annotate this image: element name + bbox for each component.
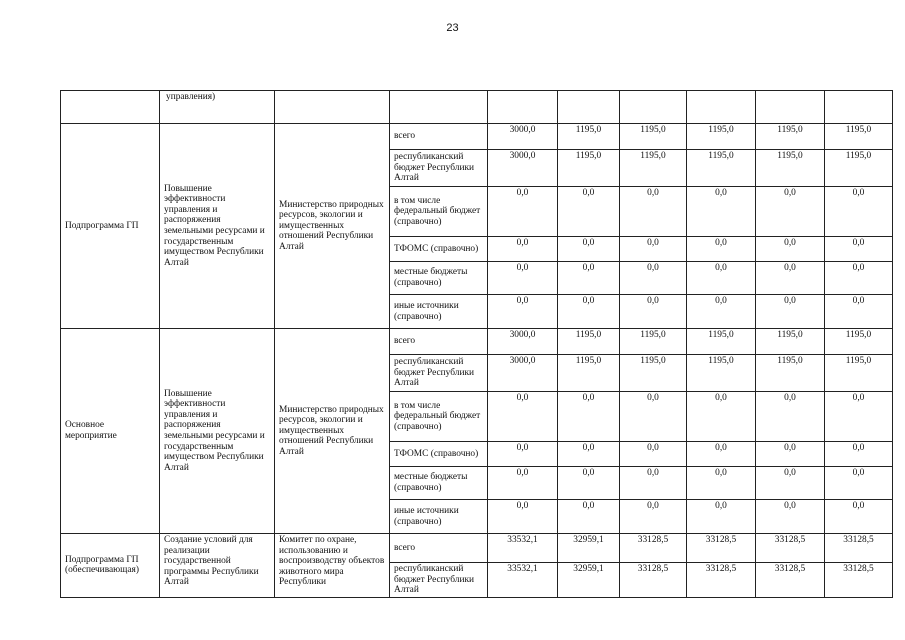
funding-value-text: 0,0 [852, 188, 865, 198]
funding-source: республиканский бюджет Республики Алтай [390, 355, 488, 392]
funding-value-text: 1195,0 [640, 330, 666, 340]
funding-value-text: 1195,0 [845, 330, 872, 340]
funding-value [825, 124, 893, 150]
funding-value [620, 237, 687, 262]
funding-value [558, 150, 620, 187]
funding-value-text: 0,0 [715, 263, 727, 273]
funding-value-text: 33128,5 [637, 564, 669, 574]
funding-source: всего [390, 124, 488, 150]
funding-value-text: 0,0 [582, 296, 595, 306]
funding-value [558, 295, 620, 329]
funding-value [756, 563, 825, 598]
goal-cell [160, 91, 275, 124]
funding-value [558, 534, 620, 563]
funding-value-text: 1195,0 [575, 151, 602, 161]
funding-value [620, 534, 687, 563]
funding-source: всего [390, 329, 488, 355]
funding-value [756, 534, 825, 563]
funding-value [488, 442, 558, 467]
value-cell [620, 91, 687, 124]
funding-value [558, 392, 620, 442]
funding-value [687, 237, 756, 262]
funding-value-text: 0,0 [582, 238, 595, 248]
funding-value-text: 1195,0 [640, 125, 666, 135]
funding-value [687, 563, 756, 598]
funding-value-text: 1195,0 [708, 356, 734, 366]
funding-value [825, 237, 893, 262]
funding-value-text: 0,0 [516, 443, 529, 453]
funding-value-text: 0,0 [715, 393, 727, 403]
funding-value-text: 0,0 [582, 443, 595, 453]
source-cell [390, 91, 488, 124]
funding-value-text: 0,0 [516, 501, 529, 511]
funding-value [756, 262, 825, 295]
funding-value [620, 355, 687, 392]
funding-value-text: 0,0 [516, 188, 529, 198]
funding-value [488, 124, 558, 150]
funding-value [620, 392, 687, 442]
funding-value [687, 187, 756, 237]
funding-source: республиканский бюджет Республики Алтай [390, 150, 488, 187]
funding-value-text: 1195,0 [640, 151, 666, 161]
funding-value-text: 0,0 [784, 443, 796, 453]
funding-value-text: 0,0 [784, 263, 796, 273]
table-body [61, 91, 893, 598]
funding-value-text: 0,0 [516, 393, 529, 403]
funding-value [488, 500, 558, 534]
funding-value-text: 0,0 [852, 263, 865, 273]
value-cell [488, 91, 558, 124]
funding-value-text: 1195,0 [708, 330, 734, 340]
funding-value [756, 442, 825, 467]
funding-value [825, 150, 893, 187]
funding-value [488, 150, 558, 187]
funding-value-text: 0,0 [784, 501, 796, 511]
funding-value-text: 1195,0 [708, 125, 734, 135]
funding-value-text: 0,0 [516, 296, 529, 306]
funding-source: иные источники (справочно) [390, 500, 488, 534]
funding-value-text: 0,0 [647, 263, 659, 273]
page-number: 23 [446, 22, 459, 34]
funding-value-text: 0,0 [784, 468, 796, 478]
funding-value-text: 0,0 [784, 238, 796, 248]
funding-value [687, 355, 756, 392]
funding-value [825, 262, 893, 295]
funding-value [488, 329, 558, 355]
funding-value [687, 392, 756, 442]
funding-value [620, 150, 687, 187]
value-cell [756, 91, 825, 124]
funding-value [825, 442, 893, 467]
funding-value [620, 329, 687, 355]
funding-value [756, 237, 825, 262]
funding-value [756, 355, 825, 392]
funding-value-text: 0,0 [647, 238, 659, 248]
funding-value-text: 3000,0 [509, 356, 536, 366]
funding-value-text: 1195,0 [575, 356, 602, 366]
funding-value [825, 500, 893, 534]
funding-value-text: 0,0 [852, 238, 865, 248]
section-executor: Министерство природных ресурсов, экологии и имущественных отношений Республики Алтай [275, 124, 390, 329]
section-goal: Повышение эффективности управления и распоряжения земельными ресурсами и государственным имуществом Республики Алтай [160, 329, 275, 534]
section-executor: Министерство природных ресурсов, экологии и имущественных отношений Республики Алтай [275, 329, 390, 534]
funding-value-text: 1195,0 [845, 151, 872, 161]
funding-value-text: 33128,5 [843, 535, 874, 545]
funding-value [825, 467, 893, 500]
funding-value [558, 442, 620, 467]
funding-value [558, 467, 620, 500]
funding-value-text: 0,0 [582, 263, 595, 273]
funding-source: местные бюджеты (справочно) [390, 262, 488, 295]
funding-source: республиканский бюджет Республики Алтай [390, 563, 488, 598]
funding-value-text: 33128,5 [705, 564, 737, 574]
funding-value-text: 0,0 [516, 238, 529, 248]
funding-value-text: 32959,1 [573, 535, 604, 545]
funding-value-text: 1195,0 [845, 356, 872, 366]
funding-value [620, 442, 687, 467]
funding-value-text: 3000,0 [509, 151, 536, 161]
funding-value [756, 500, 825, 534]
funding-value [825, 534, 893, 563]
funding-value [825, 187, 893, 237]
funding-value [488, 355, 558, 392]
funding-value-text: 0,0 [647, 468, 659, 478]
funding-value [756, 467, 825, 500]
continuation-row [61, 91, 893, 124]
funding-value [558, 563, 620, 598]
funding-value [756, 124, 825, 150]
funding-source: ТФОМС (справочно) [390, 442, 488, 467]
section-executor: Комитет по охране, использованию и воспроизводству объектов животного мира Республики [275, 534, 390, 598]
funding-source: иные источники (справочно) [390, 295, 488, 329]
funding-source: местные бюджеты (справочно) [390, 467, 488, 500]
funding-value [488, 295, 558, 329]
funding-value-text: 0,0 [647, 443, 659, 453]
funding-value-text: 0,0 [715, 468, 727, 478]
funding-value [620, 500, 687, 534]
funding-value-text: 33128,5 [843, 564, 874, 574]
funding-value-text: 0,0 [852, 443, 865, 453]
funding-value-text: 0,0 [784, 188, 796, 198]
section-goal: Повышение эффективности управления и распоряжения земельными ресурсами и государственным имуществом Республики Алтай [160, 124, 275, 329]
funding-value [825, 295, 893, 329]
funding-value [687, 442, 756, 467]
funding-value [488, 237, 558, 262]
funding-value [825, 563, 893, 598]
funding-value [620, 563, 687, 598]
funding-value [558, 237, 620, 262]
funding-value [558, 500, 620, 534]
funding-value [756, 295, 825, 329]
section-name: Подпрограмма ГП (обеспечивающая) [61, 534, 160, 598]
funding-value [488, 467, 558, 500]
funding-value-text: 0,0 [647, 393, 659, 403]
funding-value [488, 187, 558, 237]
funding-value [558, 262, 620, 295]
section-name: Основное мероприятие [61, 329, 160, 534]
funding-value-text: 0,0 [647, 188, 659, 198]
funding-source: всего [390, 534, 488, 563]
funding-value-text: 0,0 [784, 296, 796, 306]
funding-value [488, 392, 558, 442]
funding-value [620, 124, 687, 150]
funding-value [687, 500, 756, 534]
funding-value [687, 534, 756, 563]
funding-value-text: 0,0 [852, 393, 865, 403]
table-row [61, 124, 893, 150]
funding-value [756, 329, 825, 355]
funding-value [825, 355, 893, 392]
funding-value-text: 33128,5 [705, 535, 737, 545]
funding-value [687, 124, 756, 150]
funding-value [620, 467, 687, 500]
funding-value-text: 1195,0 [777, 125, 803, 135]
goal-tail: управления) [166, 92, 216, 102]
funding-value-text: 33532,1 [507, 564, 538, 574]
funding-value-text: 0,0 [715, 238, 727, 248]
funding-value-text: 1195,0 [777, 330, 803, 340]
funding-value-text: 0,0 [582, 188, 595, 198]
funding-value [825, 392, 893, 442]
value-cell [687, 91, 756, 124]
funding-value [620, 295, 687, 329]
value-cell [825, 91, 893, 124]
executor-cell [275, 91, 390, 124]
funding-value-text: 1195,0 [575, 125, 602, 135]
funding-value-text: 3000,0 [509, 125, 536, 135]
funding-value-text: 0,0 [647, 501, 659, 511]
funding-value-text: 1195,0 [777, 356, 803, 366]
funding-value [620, 262, 687, 295]
funding-value-text: 0,0 [582, 393, 595, 403]
funding-value-text: 1195,0 [575, 330, 602, 340]
funding-value [558, 355, 620, 392]
budget-table [60, 90, 893, 598]
funding-value [687, 467, 756, 500]
funding-value-text: 0,0 [516, 263, 529, 273]
funding-value [488, 534, 558, 563]
name-cell [61, 91, 160, 124]
funding-value [558, 124, 620, 150]
funding-value [756, 187, 825, 237]
funding-value [756, 392, 825, 442]
funding-value [558, 329, 620, 355]
funding-value [687, 262, 756, 295]
funding-value-text: 1195,0 [708, 151, 734, 161]
funding-source: ТФОМС (справочно) [390, 237, 488, 262]
funding-value [825, 329, 893, 355]
funding-value-text: 0,0 [852, 468, 865, 478]
value-cell [558, 91, 620, 124]
funding-value-text: 0,0 [582, 468, 595, 478]
funding-value [687, 150, 756, 187]
funding-value-text: 0,0 [715, 501, 727, 511]
table-row [61, 329, 893, 355]
funding-value-text: 0,0 [715, 296, 727, 306]
funding-value-text: 3000,0 [509, 330, 536, 340]
funding-value-text: 0,0 [715, 443, 727, 453]
funding-value-text: 33128,5 [637, 535, 669, 545]
funding-value-text: 1195,0 [845, 125, 872, 135]
funding-value [687, 329, 756, 355]
funding-value [488, 262, 558, 295]
table-row [61, 534, 893, 563]
funding-value-text: 1195,0 [777, 151, 803, 161]
funding-value-text: 0,0 [852, 296, 865, 306]
funding-value [687, 295, 756, 329]
funding-value-text: 32959,1 [573, 564, 604, 574]
funding-source: в том числе федеральный бюджет (справочно) [390, 187, 488, 237]
funding-source: в том числе федеральный бюджет (справочно) [390, 392, 488, 442]
funding-value-text: 0,0 [647, 296, 659, 306]
funding-value-text: 0,0 [784, 393, 796, 403]
section-name: Подпрограмма ГП [61, 124, 160, 329]
funding-value-text: 1195,0 [640, 356, 666, 366]
funding-value [488, 563, 558, 598]
funding-value [756, 150, 825, 187]
funding-value-text: 33532,1 [507, 535, 538, 545]
funding-value [620, 187, 687, 237]
funding-value-text: 33128,5 [774, 564, 806, 574]
funding-value-text: 0,0 [852, 501, 865, 511]
funding-value [558, 187, 620, 237]
funding-value-text: 0,0 [516, 468, 529, 478]
funding-value-text: 33128,5 [774, 535, 806, 545]
section-goal: Создание условий для реализации государственной программы Республики Алтай [160, 534, 275, 598]
funding-value-text: 0,0 [582, 501, 595, 511]
funding-value-text: 0,0 [715, 188, 727, 198]
